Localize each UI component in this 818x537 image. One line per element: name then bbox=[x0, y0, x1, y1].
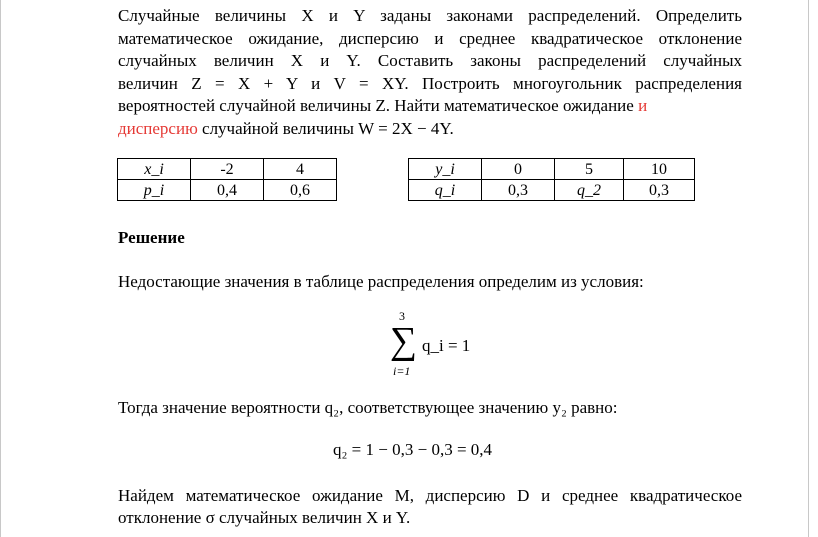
table-cell: 0 bbox=[482, 159, 555, 180]
table-y-prob-row bbox=[409, 180, 695, 201]
sigma-symbol: ∑ bbox=[390, 320, 418, 362]
problem-line-3: случайных величин X и Y. Составить законы распределений случайных bbox=[118, 51, 742, 70]
problem-line-6 bbox=[118, 118, 742, 141]
table-cell: 4 bbox=[264, 159, 337, 180]
table-x-prob-row bbox=[118, 180, 337, 201]
highlight-variance: дисперсию bbox=[118, 118, 198, 138]
table-cell: 0,3 bbox=[624, 180, 695, 201]
problem-line-1: Случайные величины X и Y заданы законами распределений. Определить bbox=[118, 6, 742, 25]
problem-line-4: величин Z = X + Y и V = XY. Построить многоугольник распределения bbox=[118, 73, 742, 93]
problem-line-6-text: случайной величины W = 2X − 4Y. bbox=[202, 118, 454, 138]
table-cell: 0,3 bbox=[482, 180, 555, 201]
table-y-header-row bbox=[409, 159, 695, 180]
sum-body: q_i = 1 bbox=[422, 336, 471, 355]
table-x-label: x_i bbox=[144, 160, 164, 178]
solution-paragraph-2: Тогда значение вероятности q₂, соответствующее значению y₂ равно: bbox=[118, 398, 618, 417]
table-cell: 5 bbox=[555, 159, 624, 180]
table-cell: 0,6 bbox=[264, 180, 337, 201]
p3-line-1: Найдем математическое ожидание M, дисперсию D и среднее квадратическое bbox=[118, 486, 742, 505]
table-cell: -2 bbox=[191, 159, 264, 180]
highlight-and: и bbox=[638, 96, 648, 115]
sum-formula bbox=[390, 309, 490, 379]
problem-statement bbox=[118, 5, 742, 140]
solution-paragraph-1: Недостающие значения в таблице распределения определим из условия: bbox=[118, 272, 644, 291]
page-left-edge bbox=[0, 0, 1, 537]
solution-paragraph-3 bbox=[118, 485, 742, 529]
table-cell bbox=[118, 159, 191, 180]
q2-equation: q₂ = 1 − 0,3 − 0,3 = 0,4 bbox=[333, 440, 493, 459]
sum-lower-limit: i=1 bbox=[393, 364, 411, 378]
problem-line-2: математическое ожидание, дисперсию и среднее квадратическое отклонение bbox=[118, 28, 742, 48]
table-cell bbox=[409, 180, 482, 201]
problem-line-5-text: вероятностей случайной величины Z. Найти математическое ожидание bbox=[118, 96, 634, 115]
table-y-prob-label: q_i bbox=[434, 181, 456, 199]
table-cell bbox=[409, 159, 482, 180]
sum-upper-limit: 3 bbox=[399, 309, 405, 323]
table-cell bbox=[555, 180, 624, 201]
p3-line-2: отклонение σ случайных величин X и Y. bbox=[118, 508, 411, 527]
table-cell: 10 bbox=[624, 159, 695, 180]
table-x-header-row bbox=[118, 159, 337, 180]
distribution-table-y bbox=[408, 158, 695, 201]
table-cell bbox=[118, 180, 191, 201]
solution-heading: Решение bbox=[118, 228, 185, 247]
problem-line-5 bbox=[118, 95, 742, 118]
table-x-prob-label: p_i bbox=[143, 181, 165, 199]
table-y-label: y_i bbox=[435, 160, 455, 178]
distribution-table-x bbox=[117, 158, 337, 201]
table-y-unknown: q_2 bbox=[577, 181, 601, 199]
table-cell: 0,4 bbox=[191, 180, 264, 201]
page-right-edge bbox=[808, 0, 809, 537]
